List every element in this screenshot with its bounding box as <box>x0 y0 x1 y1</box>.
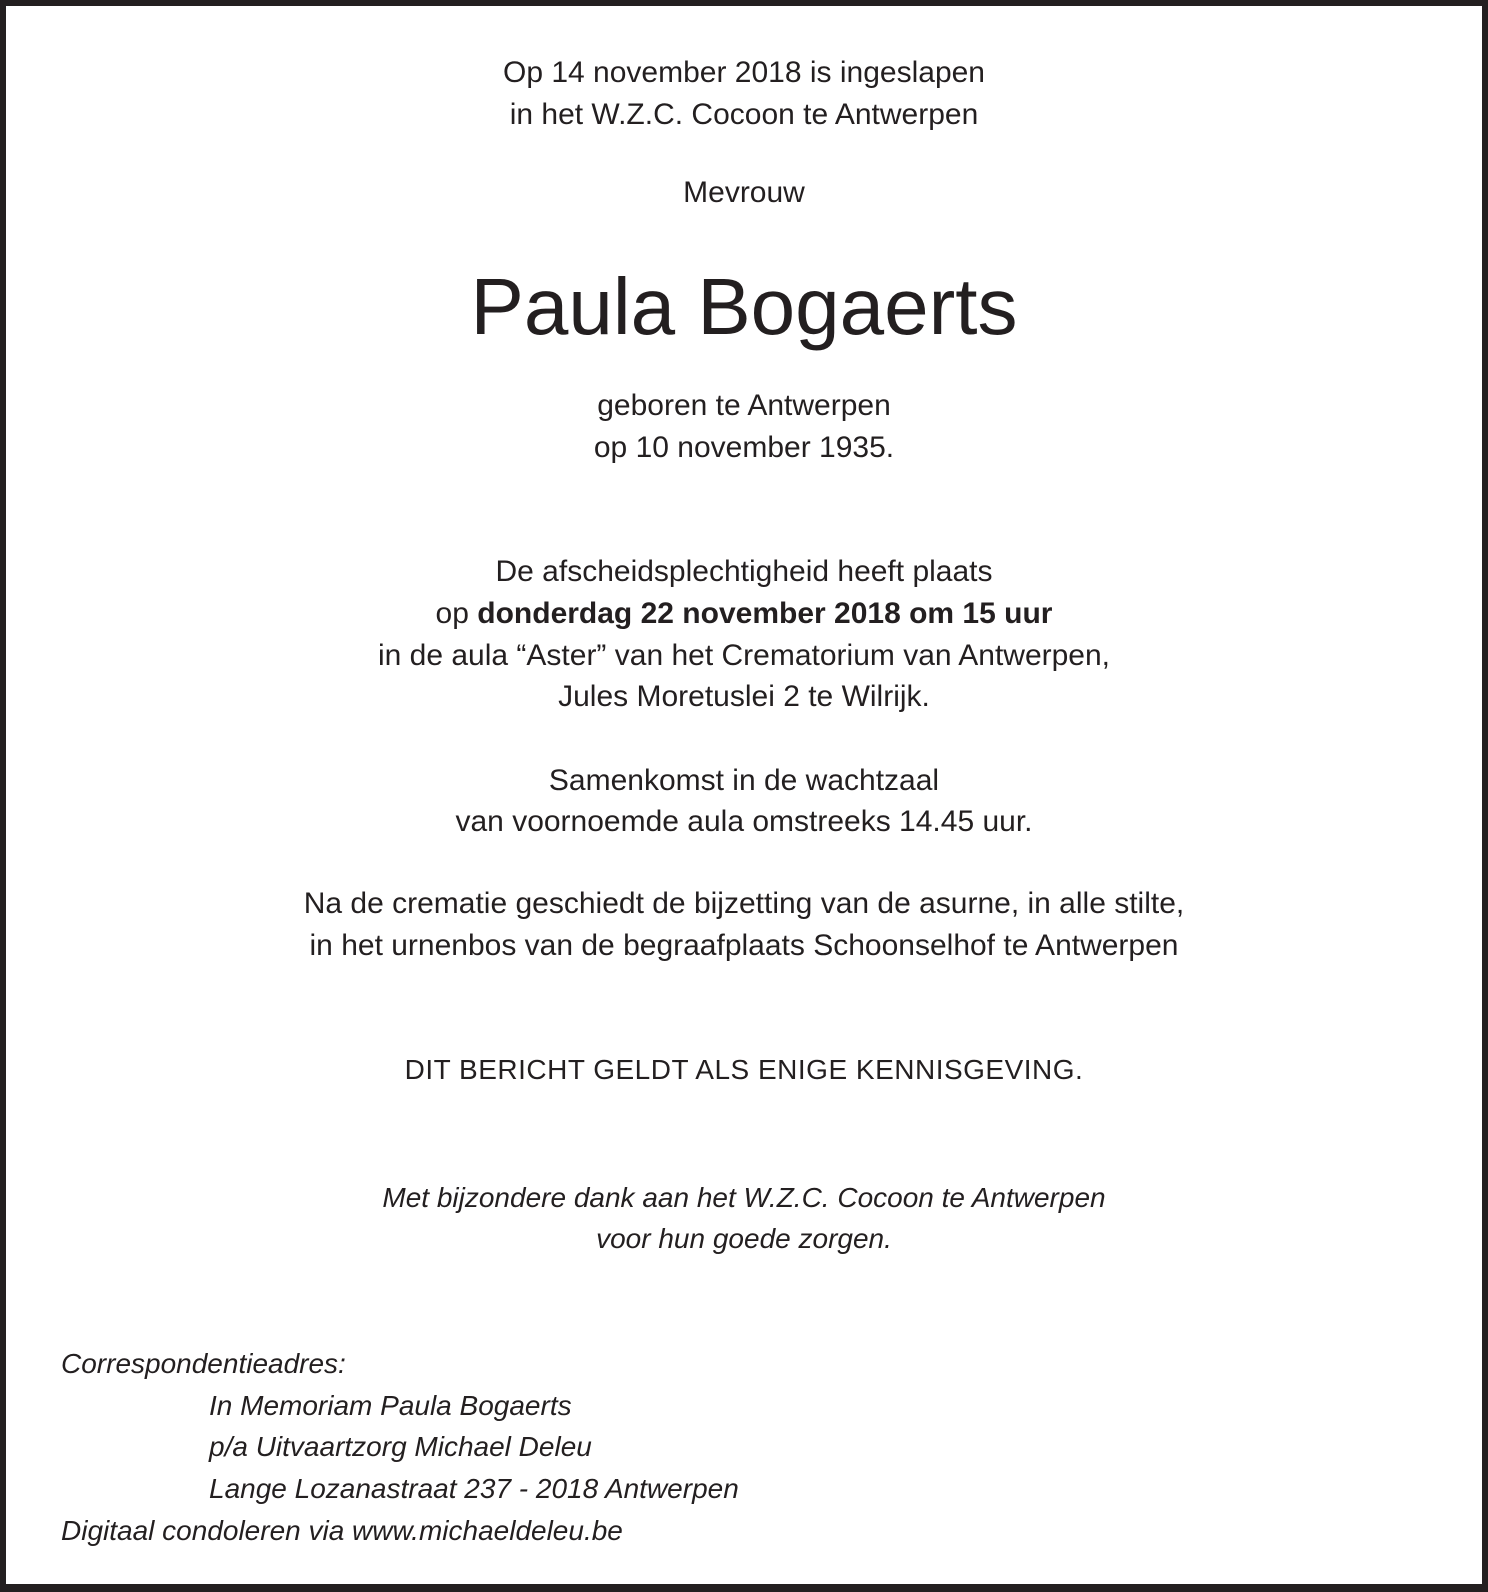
intro-line-2: in het W.Z.C. Cocoon te Antwerpen <box>509 98 979 131</box>
correspondence-line-1: In Memoriam Paula Bogaerts <box>209 1390 572 1421</box>
ceremony-prefix: op <box>435 597 478 630</box>
ceremony-line-4: Jules Moretuslei 2 te Wilrijk. <box>558 680 930 713</box>
thanks-line-2: voor hun goede zorgen. <box>596 1223 892 1254</box>
burial-line-2: in het urnenbos van de begraafplaats Schoonselhof te Antwerpen <box>309 929 1179 962</box>
ceremony-date: donderdag 22 november 2018 om 15 uur <box>477 597 1053 630</box>
online-condolence: Digitaal condoleren via www.michaeldeleu.be <box>61 1515 623 1546</box>
deceased-name: Paula Bogaerts <box>470 262 1018 351</box>
birth-line-1: geboren te Antwerpen <box>597 389 891 422</box>
birth-line-2: op 10 november 1935. <box>593 431 895 464</box>
thanks-line-1: Met bijzondere dank aan het W.Z.C. Cocoon te Antwerpen <box>382 1182 1106 1213</box>
correspondence-line-2: p/a Uitvaartzorg Michael Deleu <box>209 1431 592 1462</box>
ceremony-line-3: in de aula “Aster” van het Crematorium van Antwerpen, <box>377 639 1111 672</box>
title: Mevrouw <box>683 176 805 209</box>
gathering-line-2: van voornoemde aula omstreeks 14.45 uur. <box>455 805 1033 838</box>
ceremony-line-2 <box>6 594 1482 634</box>
notice: DIT BERICHT GELDT ALS ENIGE KENNISGEVING. <box>404 1054 1084 1085</box>
correspondence-label: Correspondentieadres: <box>61 1348 346 1379</box>
correspondence-line-3: Lange Lozanastraat 237 - 2018 Antwerpen <box>209 1473 739 1504</box>
gathering-line-1: Samenkomst in de wachtzaal <box>548 764 940 797</box>
ceremony-line-1: De afscheidsplechtigheid heeft plaats <box>495 555 993 588</box>
intro-line-1: Op 14 november 2018 is ingeslapen <box>503 56 985 89</box>
burial-line-1: Na de crematie geschiedt de bijzetting van de asurne, in alle stilte, <box>303 887 1185 920</box>
